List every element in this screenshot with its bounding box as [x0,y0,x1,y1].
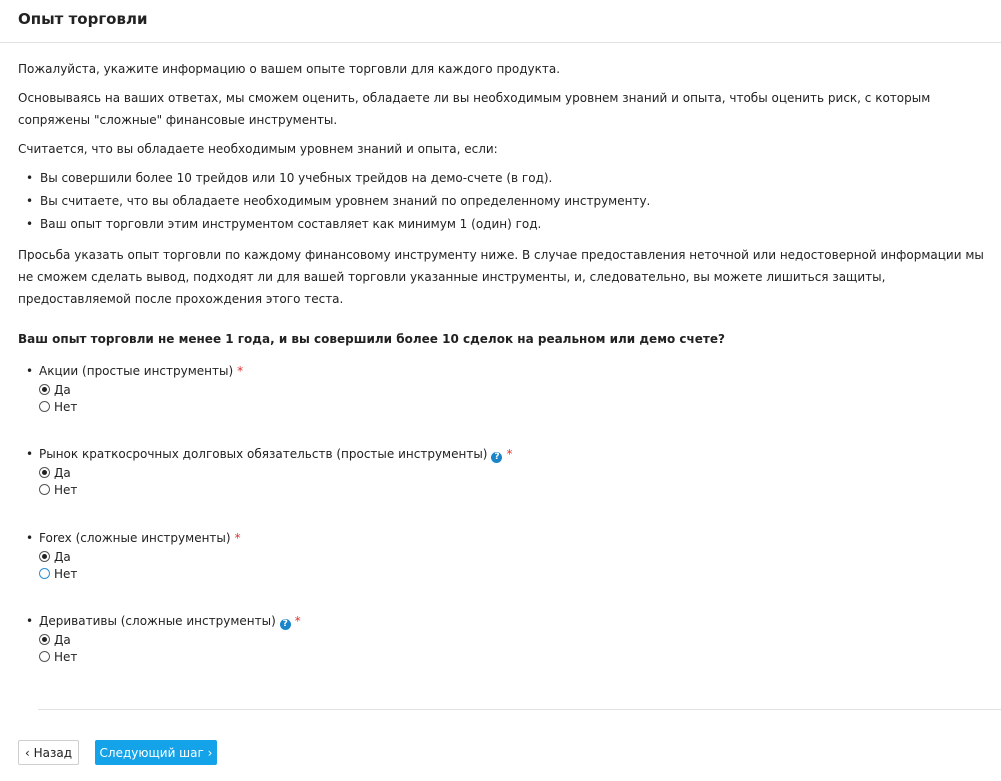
page-header [0,0,1001,43]
radio-no-money-market[interactable] [39,484,50,495]
option-no-forex[interactable] [26,565,926,582]
option-label: Да [54,465,71,480]
option-label: Нет [54,482,78,497]
radio-yes-stocks[interactable] [39,384,50,395]
criteria-item: • Вы считаете, что вы обладаете необходимым уровнем знаний по определенному инструменту. [18,190,993,213]
radio-yes-money-market[interactable] [39,467,50,478]
option-label: Нет [54,566,78,581]
question-label [26,611,926,631]
question-label [26,361,926,381]
intro-section [18,58,993,317]
question-label-text: Forex (сложные инструменты) [39,531,231,545]
intro-paragraph-1: Пожалуйста, укажите информацию о вашем опыте торговли для каждого продукта. [18,62,561,76]
question-label [26,528,926,548]
question-money-market [26,444,926,498]
option-no-stocks[interactable] [26,398,926,415]
option-no-money-market[interactable] [26,481,926,498]
question-forex [26,528,926,582]
intro-paragraph-2: Основываясь на ваших ответах, мы сможем оценить, обладаете ли вы необходимым уровнем знаний и опыта, чтобы оценить риск, с которым сопряжены "сложные" финансовые инструменты. [18,91,931,127]
required-asterisk: * [237,364,244,378]
chevron-left-icon: ‹ [24,745,30,760]
back-button[interactable] [18,740,79,765]
question-derivatives [26,611,926,665]
criteria-item: • Вы совершили более 10 трейдов или 10 учебных трейдов на демо-счете (в год). [18,167,993,190]
criteria-list [18,167,993,236]
radio-yes-derivatives[interactable] [39,634,50,645]
page-title: Опыт торговли [18,10,148,28]
option-label: Нет [54,649,78,664]
option-label: Да [54,549,71,564]
option-label: Да [54,632,71,647]
required-asterisk: * [234,531,241,545]
footer-divider [38,709,1001,710]
question-label-text: Рынок краткосрочных долговых обязательств (простые инструменты) [39,447,488,461]
option-label: Да [54,382,71,397]
radio-yes-forex[interactable] [39,551,50,562]
radio-no-stocks[interactable] [39,401,50,412]
intro-paragraph-3: Считается, что вы обладаете необходимым уровнем знаний и опыта, если: [18,142,498,156]
next-button-label: Следующий шаг [99,745,204,760]
chevron-right-icon: › [207,745,213,760]
radio-no-derivatives[interactable] [39,651,50,662]
required-asterisk: * [506,447,513,461]
help-icon[interactable]: ? [280,619,291,630]
back-button-label: Назад [33,745,73,760]
question-label-text: Деривативы (сложные инструменты) [39,614,276,628]
question-stocks [26,361,926,415]
help-icon[interactable]: ? [491,452,502,463]
option-yes-money-market[interactable] [26,464,926,481]
option-yes-forex[interactable] [26,548,926,565]
next-step-button[interactable] [95,740,217,765]
option-label: Нет [54,399,78,414]
intro-paragraph-4: Просьба указать опыт торговли по каждому финансовому инструменту ниже. В случае предоставления неточной или недостоверной информации мы не сможем сделать вывод, подходят ли для вашей торговли указанные инструменты, и, следовательно, вы можете лишиться защиты, предоставляемой после прохождения этого теста. [18,248,984,306]
question-heading: Ваш опыт торговли не менее 1 года, и вы совершили более 10 сделок на реальном или демо счете? [18,332,725,346]
radio-no-forex[interactable] [39,568,50,579]
required-asterisk: * [294,614,301,628]
option-yes-stocks[interactable] [26,381,926,398]
criteria-item: • Ваш опыт торговли этим инструментом составляет как минимум 1 (один) год. [18,213,993,236]
option-no-derivatives[interactable] [26,648,926,665]
question-label-text: Акции (простые инструменты) [39,364,234,378]
option-yes-derivatives[interactable] [26,631,926,648]
question-label [26,444,926,464]
